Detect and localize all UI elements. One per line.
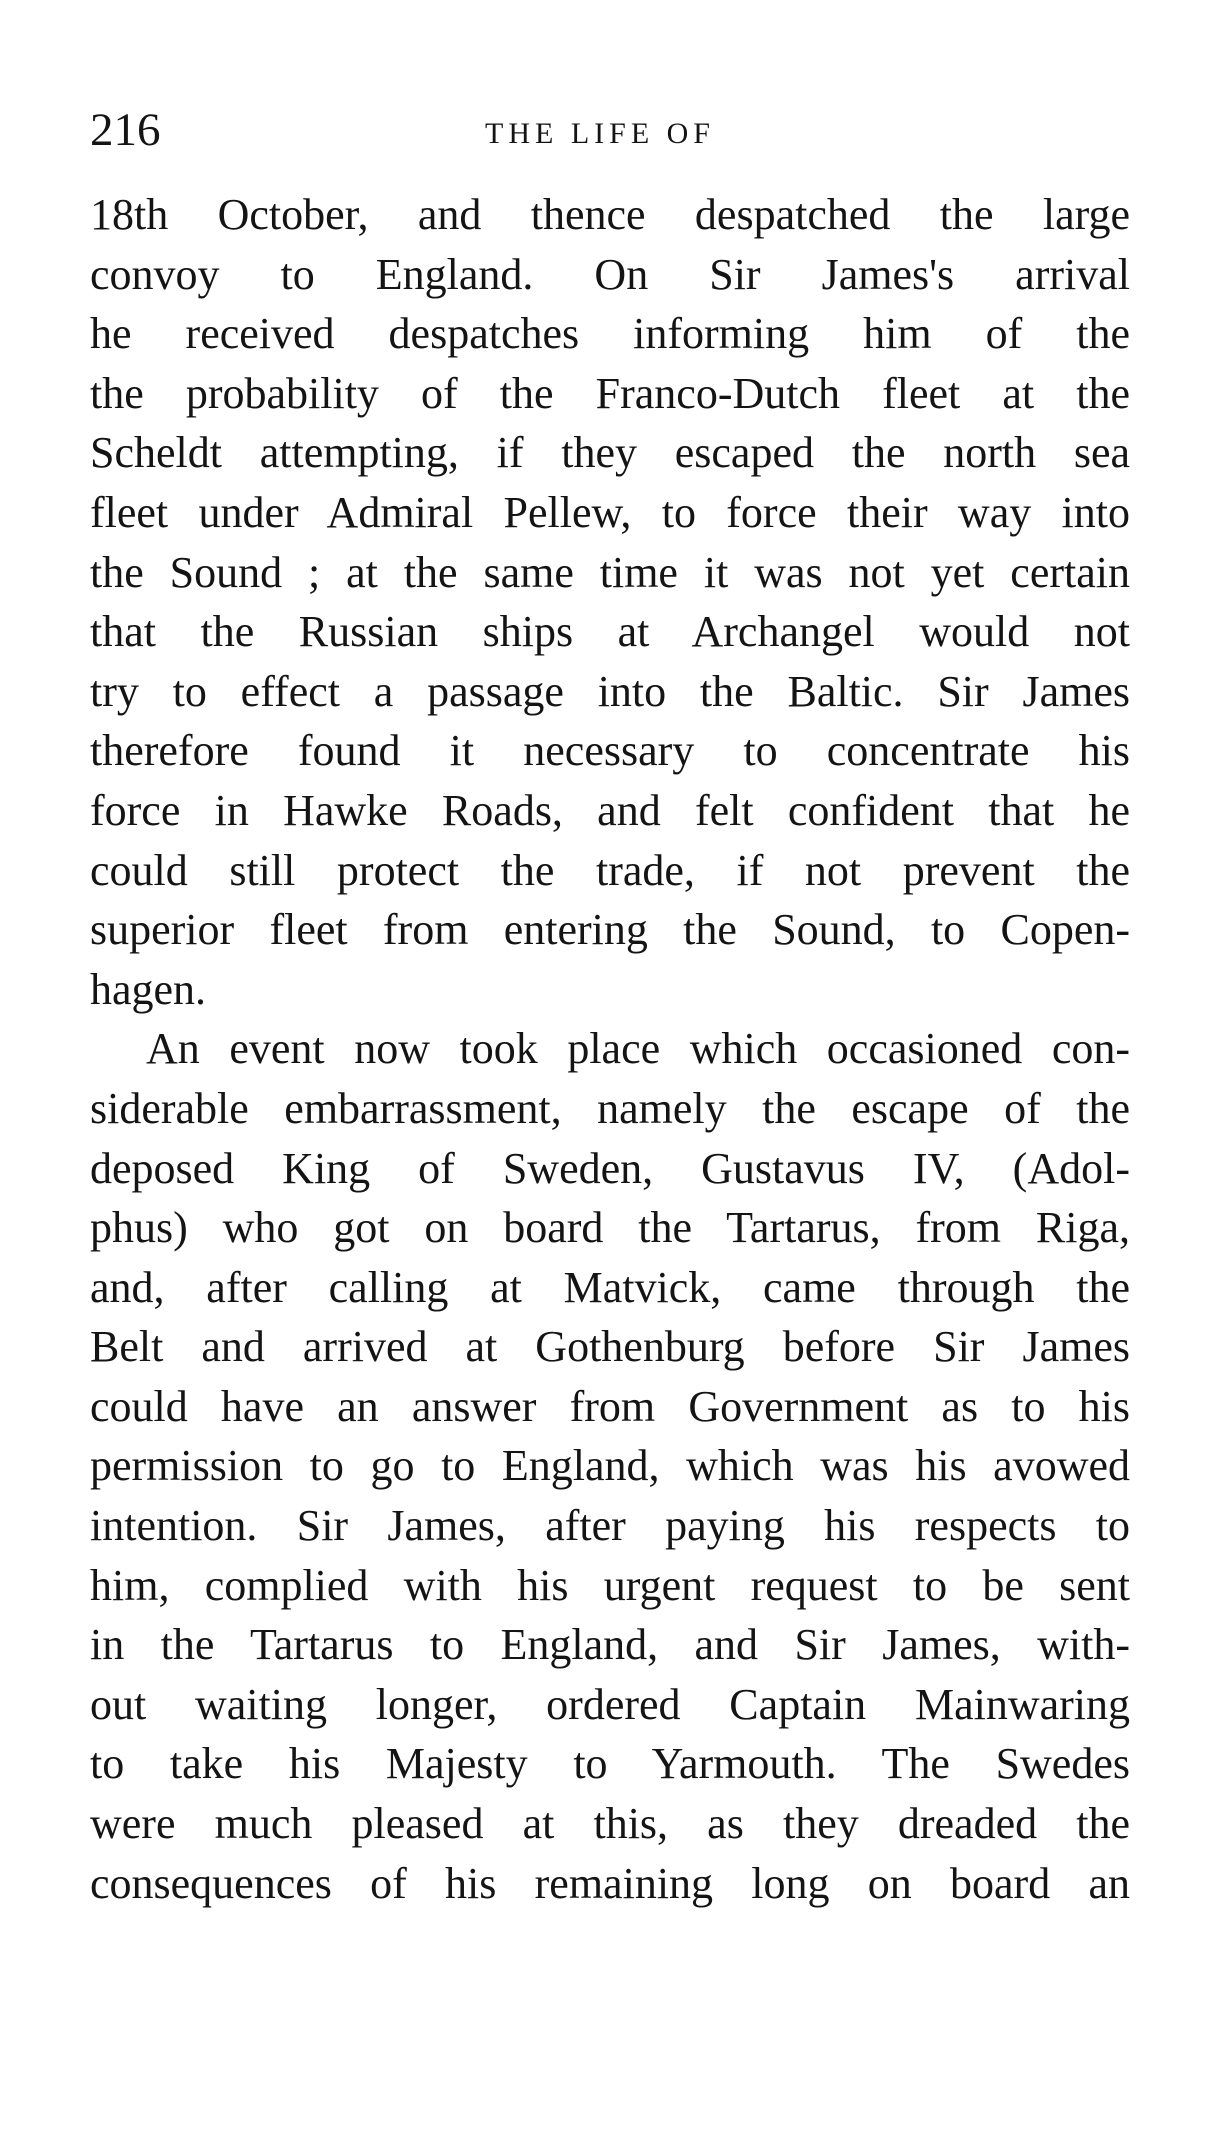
text-line: 18th October, and thence despatched the large	[90, 190, 1130, 239]
text-line: permission to go to England, which was his avowed	[90, 1441, 1130, 1491]
text-line: were much pleased at this, as they dreaded the	[90, 1799, 1130, 1849]
text-line: siderable embarrassment, namely the escape of the	[90, 1083, 1130, 1133]
text-line: try to effect a passage into the Baltic. Sir James	[90, 666, 1130, 716]
text-line: fleet under Admiral Pellew, to force their way into	[90, 487, 1130, 537]
text-line: phus) who got on board the Tartarus, from Riga,	[90, 1203, 1130, 1253]
text-line: An event now took place which occasioned con-	[146, 1024, 1130, 1074]
text-line: therefore found it necessary to concentrate his	[90, 726, 1130, 776]
text-line: force in Hawke Roads, and felt confident that he	[90, 785, 1130, 835]
text-line: and, after calling at Matvick, came through the	[90, 1262, 1130, 1312]
page-number: 216	[90, 104, 161, 156]
text-line: he received despatches informing him of the	[90, 309, 1130, 359]
text-line: to take his Majesty to Yarmouth. The Swedes	[90, 1739, 1130, 1789]
text-line: intention. Sir James, after paying his respects to	[90, 1501, 1130, 1551]
body-text	[90, 185, 1130, 1913]
text-line: hagen.	[90, 964, 207, 1014]
text-line: the Sound ; at the same time it was not yet certain	[90, 547, 1130, 597]
text-line: consequences of his remaining long on board an	[90, 1858, 1130, 1908]
text-line: the probability of the Franco-Dutch fleet at the	[90, 368, 1130, 418]
text-line: in the Tartarus to England, and Sir James, with-	[90, 1620, 1130, 1670]
text-line: him, complied with his urgent request to be sent	[90, 1560, 1130, 1610]
running-title: THE LIFE OF	[485, 117, 715, 150]
running-head	[90, 100, 1130, 160]
text-line: could have an answer from Government as to his	[90, 1381, 1130, 1431]
text-line: Scheldt attempting, if they escaped the north sea	[90, 428, 1130, 478]
text-line: convoy to England. On Sir James's arrival	[90, 249, 1130, 299]
text-line: could still protect the trade, if not prevent the	[90, 845, 1130, 895]
paragraph-1	[90, 185, 1130, 1019]
paragraph-2	[90, 1019, 1130, 1913]
text-line: deposed King of Sweden, Gustavus IV, (Adol-	[90, 1143, 1130, 1193]
text-line: out waiting longer, ordered Captain Mainwaring	[90, 1679, 1130, 1729]
text-line: Belt and arrived at Gothenburg before Sir James	[90, 1322, 1130, 1372]
text-line: that the Russian ships at Archangel would not	[90, 607, 1130, 657]
text-line: superior fleet from entering the Sound, to Copen-	[90, 905, 1130, 955]
